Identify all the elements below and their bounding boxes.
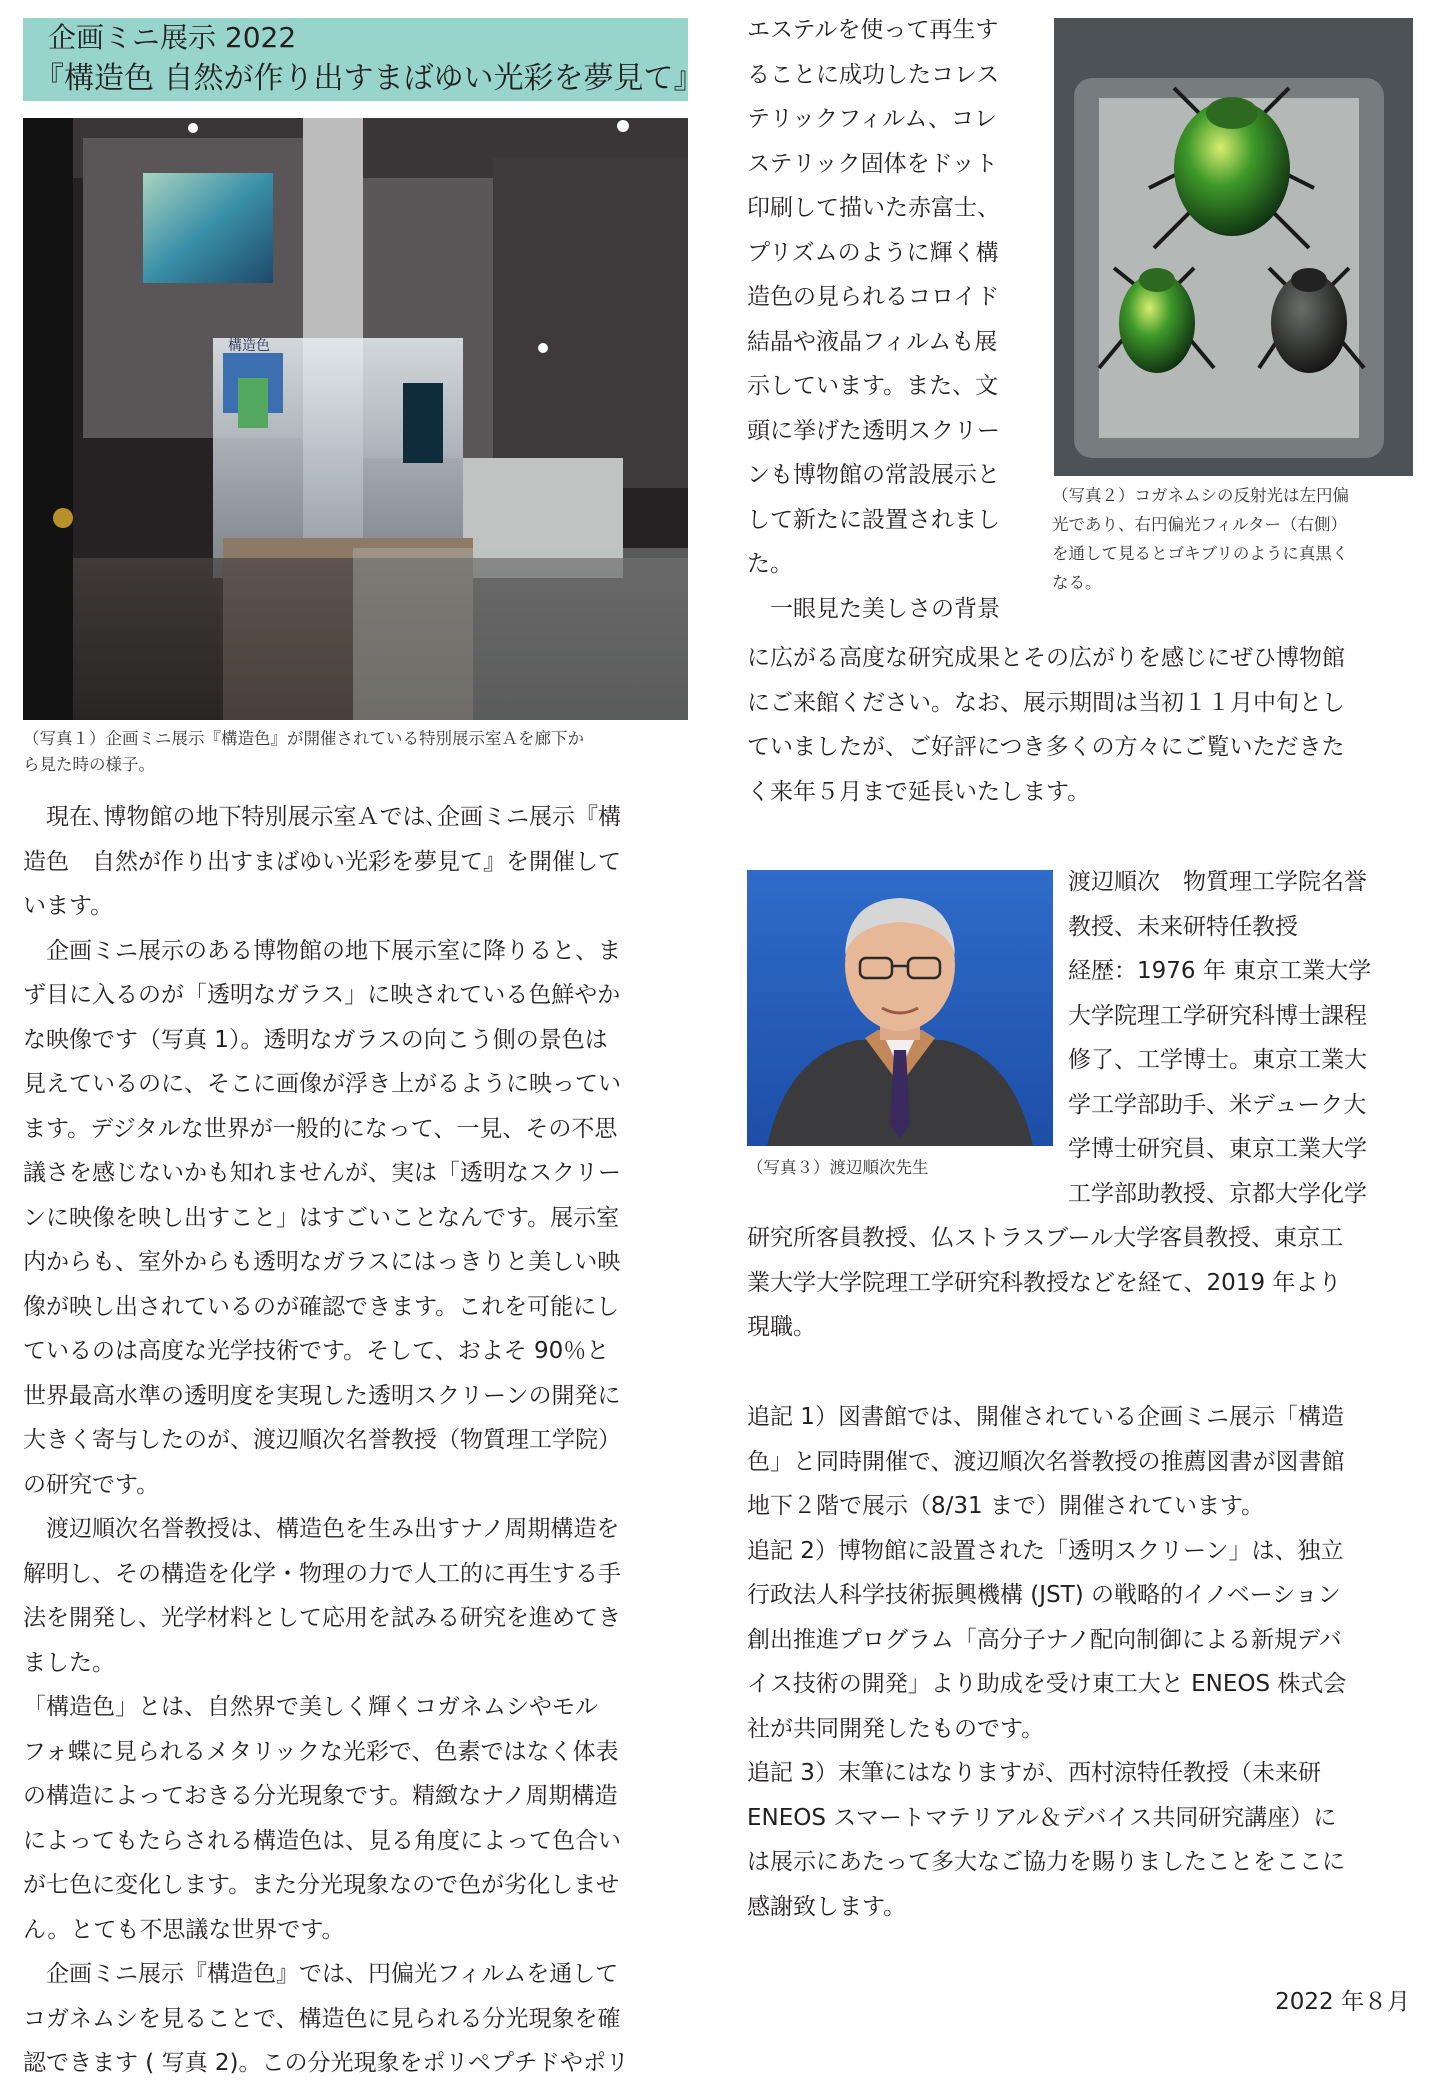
photo2-caption: [1052, 481, 1417, 597]
photo-sign-text: 構造色: [228, 338, 270, 354]
photo-exhibition-room: [23, 118, 688, 720]
text-line: 学博士研究員、東京工業大学: [1068, 1136, 1367, 1162]
text-line: 認できます ( 写真 2)。この分光現象をポリペプチドやポリ: [23, 2050, 630, 2076]
text-line: 示しています。また、文: [747, 373, 999, 399]
text-line: ていましたが、ご好評につき多くの方々にご覧いただきた: [747, 734, 1345, 760]
text-line: フォ蝶に見られるメタリックな光彩で、色素ではなく体表: [23, 1738, 619, 1765]
text-line: います。: [23, 893, 114, 919]
text-line: 学工学部助手、米デューク大: [1068, 1091, 1367, 1118]
text-line: ることに成功したコレス: [747, 61, 1000, 88]
text-line: 色」と同時開催で、渡辺順次名誉教授の推薦図書が図書館: [747, 1448, 1345, 1475]
text-line: 議さを感じないかも知れませんが、実は「透明なスクリー: [23, 1160, 621, 1186]
text-line: が七色に変化します。また分光現象なので色が劣化しませ: [23, 1872, 620, 1898]
photo-beetles: [1054, 18, 1413, 476]
text-line: 渡辺順次名誉教授は、構造色を生み出すナノ周期構造を: [23, 1516, 620, 1542]
left-column-text: [23, 795, 693, 2086]
text-line: 地下２階で展示（8/31 まで）開催されています。: [747, 1493, 1265, 1519]
caption-line: 光であり、右円偏光フィルター（右側）: [1052, 515, 1348, 534]
text-line: によってもたらされる構造色は、見る角度によって色合い: [23, 1827, 621, 1854]
text-line: は展示にあたって多大なご協力を賜りましたことをここに: [747, 1849, 1345, 1875]
right-narrow-text: [747, 8, 1047, 631]
text-line: ンに映像を映し出すこと」はすごいことなんです。展示室: [23, 1204, 620, 1231]
text-line: ました。: [23, 1649, 115, 1676]
text-line: 業大学大学院理工学研究科教授などを経て、2019 年より: [747, 1269, 1342, 1296]
text-line: に広がる高度な研究成果とその広がりを感じにぜひ博物館: [747, 645, 1345, 671]
profile-narrow-text: [1068, 860, 1418, 1216]
text-line: ん。とても不思議な世界です。: [23, 1916, 345, 1943]
text-line: ず目に入るのが「透明なガラス」に映されている色鮮やか: [23, 982, 621, 1008]
text-line: 工学部助教授、京都大学化学: [1068, 1180, 1367, 1207]
text-line: 研究所客員教授、仏ストラスブール大学客員教授、東京工: [747, 1225, 1344, 1251]
publication-date: 2022 年８月: [1275, 1989, 1410, 2015]
text-line: 造色の見られるコロイド: [747, 284, 1000, 310]
text-line: 企画ミニ展示『構造色』では、円偏光フィルムを通して: [23, 1961, 619, 1987]
text-line: 追記 2）博物館に設置された「透明スクリーン」は、独立: [747, 1537, 1344, 1564]
profile-wide-text: [747, 1216, 1417, 1350]
text-line: 結晶や液晶フィルムも展: [747, 328, 998, 355]
series-title: 企画ミニ展示 2022: [48, 21, 297, 54]
right-wide-text: [747, 636, 1417, 814]
text-line: ているのは高度な光学技術です。そして、およそ 90％と: [23, 1338, 610, 1364]
text-line: ステリック固体をドット: [747, 150, 998, 177]
text-line: 一眼見た美しさの背景: [747, 595, 1000, 622]
text-line: 印刷して描いた赤富士、: [747, 195, 1000, 221]
text-line: イス技術の開発」より助成を受け東工大と ENEOS 株式会: [747, 1671, 1347, 1697]
photo1-caption: [23, 726, 703, 778]
text-line: 修了、工学博士。東京工業大: [1068, 1047, 1367, 1073]
text-line: プリズムのように輝く構: [747, 239, 999, 266]
text-line: 像が映し出されているのが確認できます。これを可能にし: [23, 1293, 620, 1320]
photo-portrait: [747, 870, 1053, 1146]
text-line: して新たに設置されまし: [747, 506, 1000, 533]
text-line: 見えているのに、そこに画像が浮き上がるように映ってい: [23, 1071, 621, 1097]
text-line: な映像です（写真 1）。透明なガラスの向こう側の景色は: [23, 1026, 608, 1053]
caption-line: （写真２）コガネムシの反射光は左円偏: [1052, 486, 1349, 505]
text-line: にご来館ください。なお、展示期間は当初１１月中旬とし: [747, 689, 1345, 716]
text-line: 企画ミニ展示のある博物館の地下展示室に降りると、ま: [23, 937, 621, 964]
text-line: 「構造色」とは、自然界で美しく輝くコガネムシやモル: [23, 1694, 598, 1720]
caption-line: ら見た時の様子。: [23, 755, 155, 774]
text-line: 内からも、室外からも透明なガラスにはっきりと美しい映: [23, 1249, 621, 1275]
caption-line: （写真３）渡辺順次先生: [747, 1158, 929, 1177]
text-line: 教授、未来研特任教授: [1068, 913, 1298, 940]
text-line: 解明し、その構造を化学・物理の力で人工的に再生する手: [23, 1560, 621, 1587]
text-line: 大きく寄与したのが、渡辺順次名誉教授（物質理工学院）: [23, 1427, 621, 1453]
text-line: た。: [747, 551, 793, 577]
text-line: 世界最高水準の透明度を実現した透明スクリーンの開発に: [23, 1382, 621, 1409]
text-line: 大学院理工学研究科博士課程: [1068, 1002, 1367, 1029]
text-line: の構造によっておきる分光現象です。精緻なナノ周期構造: [23, 1783, 618, 1809]
text-line: エステルを使って再生す: [747, 17, 999, 43]
text-line: 現職。: [747, 1314, 816, 1340]
text-line: ENEOS スマートマテリアル＆デバイス共同研究講座）に: [747, 1804, 1337, 1831]
text-line: 造色 自然が作り出すまばゆい光彩を夢見て』を開催して: [23, 848, 621, 875]
text-line: 渡辺順次 物質理工学院名誉: [1068, 869, 1367, 895]
text-line: 感謝致します。: [747, 1893, 907, 1920]
text-line: く来年５月まで延長いたします。: [747, 778, 1091, 805]
exhibition-title: 『構造色 自然が作り出すまばゆい光彩を夢見て』: [34, 61, 704, 96]
text-line: 経歴：1976 年 東京工業大学: [1068, 958, 1372, 984]
text-line: 創出推進プログラム「高分子ナノ配向制御による新規デバ: [747, 1626, 1342, 1653]
text-line: 現在､博物館の地下特別展示室Ａでは､企画ミニ展示『構: [23, 804, 621, 830]
text-line: 追記 1）図書館では、開催されている企画ミニ展示「構造: [747, 1404, 1344, 1430]
caption-line: を通して見るとゴキブリのように真黒く: [1052, 544, 1349, 563]
photo3-caption: [747, 1155, 1053, 1181]
text-line: テリックフィルム、コレ: [747, 106, 998, 132]
text-line: の研究です。: [23, 1471, 160, 1498]
text-line: 追記 3）末筆にはなりますが、西村涼特任教授（未来研: [747, 1760, 1321, 1786]
text-line: ます。デジタルな世界が一般的になって、一見、その不思: [23, 1115, 618, 1142]
text-line: 行政法人科学技術振興機構 (JST) の戦略的イノベーション: [747, 1582, 1341, 1608]
text-line: ンも博物館の常設展示と: [747, 462, 1000, 488]
caption-line: なる。: [1052, 573, 1102, 592]
text-line: 社が共同開発したものです。: [747, 1715, 1045, 1742]
caption-line: （写真１）企画ミニ展示『構造色』が開催されている特別展示室Ａを廊下か: [23, 729, 584, 748]
text-line: コガネムシを見ることで、構造色に見られる分光現象を確: [23, 2005, 621, 2032]
postscripts: [747, 1395, 1417, 1929]
text-line: 頭に挙げた透明スクリー: [747, 417, 1000, 444]
text-line: 法を開発し、光学材料として応用を試みる研究を進めてき: [23, 1605, 621, 1631]
